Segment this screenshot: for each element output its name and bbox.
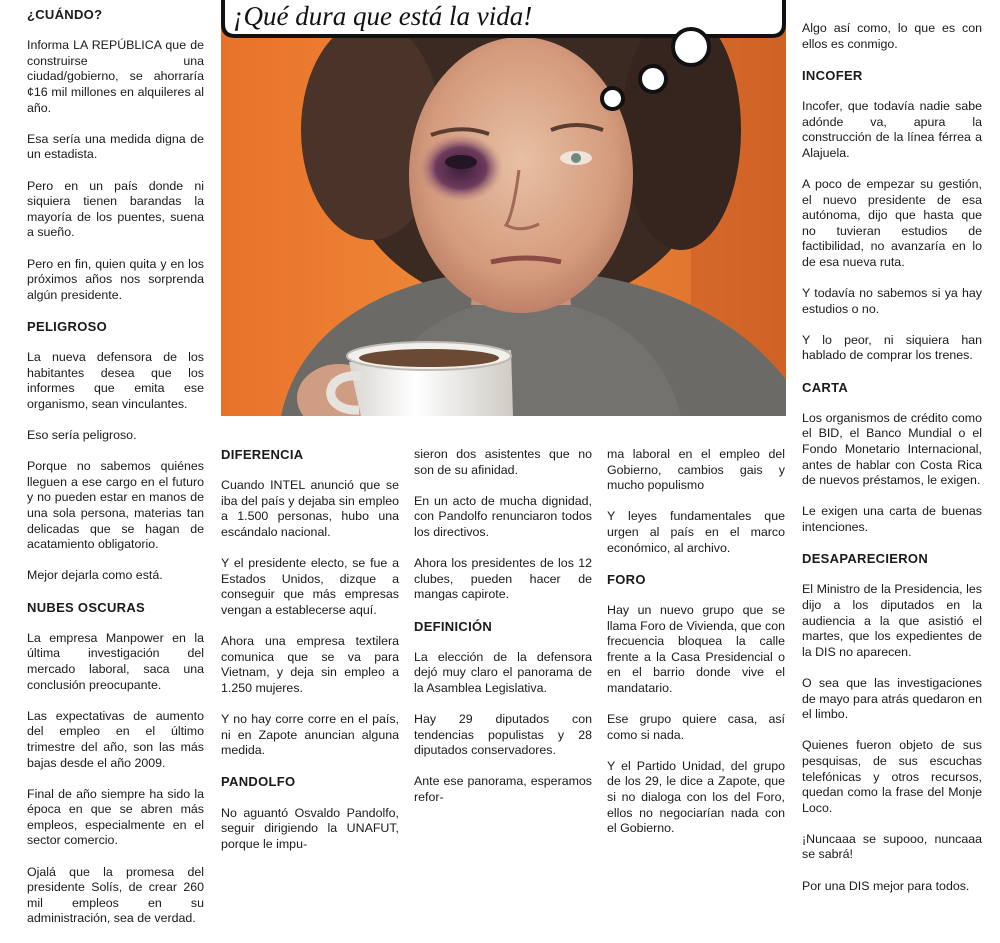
- paragraph: La elección de la defensora dejó muy claro el panorama de la Asamblea Legislativa.: [414, 649, 592, 695]
- paragraph: Los organismos de crédito como el BID, el Banco Mundial o el Fondo Monetario Internacional, antes de hablar con Costa Rica de nuevos préstamos, le exigen.: [802, 410, 982, 488]
- paragraph: Pero en un país donde ni siquiera tienen barandas la mayoría de los puentes, suena a sueño.: [27, 178, 204, 240]
- paragraph: Hay 29 diputados con tendencias populistas y 28 diputados conservadores.: [414, 712, 592, 758]
- paragraph: Esa sería una medida digna de un estadista.: [27, 131, 204, 162]
- paragraph: Quienes fueron objeto de sus pesquisas, de sus escuchas telefónicas y otros recursos, quedan como la frase del Monje Loco.: [802, 738, 982, 815]
- section-heading-pandolfo: PANDOLFO: [221, 774, 296, 790]
- paragraph: Y leyes fundamentales que urgen al país en el marco económico, al archivo.: [607, 509, 785, 555]
- paragraph: Incofer, que todavía nadie sabe adónde va, apura la construcción de la línea férrea a Alajuela.: [802, 98, 982, 160]
- paragraph: No aguantó Osvaldo Pandolfo, seguir dirigiendo la UNAFUT, porque le impu-: [221, 805, 399, 851]
- column-4: [607, 447, 785, 852]
- column-2: [221, 447, 399, 868]
- paragraph: Las expectativas de aumento del empleo en el último trimestre del año, son las más bajas desde el año 2009.: [27, 708, 204, 770]
- paragraph: El Ministro de la Presidencia, les dijo a los diputados en la audiencia a la que asistió el martes, que los expedientes de la DIS no aparecen.: [802, 582, 982, 659]
- paragraph: ¡Nuncaaa se supooo, nuncaaa se sabrá!: [802, 831, 982, 862]
- section-heading-diferencia: DIFERENCIA: [221, 447, 304, 462]
- column-1: [27, 7, 204, 943]
- paragraph: Ante ese panorama, esperamos refor-: [414, 774, 592, 805]
- paragraph: Final de año siempre ha sido la época en que se abren más empleos, especialmente en el sector comercio.: [27, 786, 204, 848]
- paragraph: Ese grupo quiere casa, así como si nada.: [607, 712, 785, 742]
- section-heading-carta: CARTA: [802, 379, 849, 395]
- paragraph: ma laboral en el empleo del Gobierno, cambios gais y mucho populismo: [607, 447, 785, 493]
- paragraph: Ahora una empresa textilera comunica que se va para Vietnam, y deja sin empleo a 1.250 mujeres.: [221, 634, 399, 695]
- paragraph: A poco de empezar su gestión, el nuevo presidente de esa autónoma, dijo que hasta que no tuvieran estudios de factibilidad, no avanzaría en lo de esa nueva ruta.: [802, 176, 982, 269]
- paragraph: En un acto de mucha dignidad, con Pandolfo renunciaron todos los directivos.: [414, 493, 592, 539]
- thought-bubble-text: ¡Qué dura que está la vida!: [233, 1, 533, 31]
- paragraph: Le exigen una carta de buenas intenciones.: [802, 504, 982, 534]
- paragraph: Eso sería peligroso.: [27, 428, 137, 443]
- column-5: [802, 21, 982, 910]
- paragraph: Por una DIS mejor para todos.: [802, 878, 970, 893]
- section-heading-nubes-oscuras: NUBES OSCURAS: [27, 599, 146, 615]
- paragraph: Mejor dejarla como está.: [27, 568, 163, 583]
- thought-puff-large: [671, 27, 711, 67]
- paragraph: Algo así como, lo que es con ellos es conmigo.: [802, 21, 982, 51]
- paragraph: sieron dos asistentes que no son de su afinidad.: [414, 447, 592, 477]
- paragraph: Porque no sabemos quiénes lleguen a ese cargo en el futuro y no pueden estar en manos de una sola persona, materias tan delicadas que se hagan de acatamiento obligatorio.: [27, 459, 204, 552]
- paragraph: Ahora los presidentes de los 12 clubes, pueden hacer de mangas capirote.: [414, 556, 592, 602]
- paragraph: Y el presidente electo, se fue a Estados Unidos, dizque a conseguir que más empresas vengan a establecerse aquí.: [221, 556, 399, 617]
- paragraph: Cuando INTEL anunció que se iba del país y dejaba sin empleo a 1.500 personas, hubo una escándalo nacional.: [221, 478, 399, 539]
- thought-puff-medium: [638, 64, 668, 94]
- paragraph: Y lo peor, ni siquiera han hablado de comprar los trenes.: [802, 332, 982, 363]
- section-heading-peligroso: PELIGROSO: [27, 318, 107, 334]
- section-heading-desaparecieron: DESAPARECIERON: [802, 551, 929, 567]
- section-heading-cuando: ¿CUÁNDO?: [27, 7, 103, 22]
- thought-puff-small: [600, 86, 625, 111]
- paragraph: Ojalá que la promesa del presidente Solís, de crear 260 mil empleos en su administración, sea de verdad.: [27, 864, 204, 926]
- paragraph: Informa LA REPÚBLICA que de construirse una ciudad/gobierno, se ahorraría ¢16 mil millones en alquileres al año.: [27, 38, 204, 115]
- section-heading-definicion: DEFINICIÓN: [414, 618, 493, 634]
- paragraph: Hay un nuevo grupo que se llama Foro de Vivienda, que con frecuencia bloquea la calle frente a la Casa Presidencial o en el barrio donde vive el mandatario.: [607, 602, 785, 695]
- column-3: [414, 447, 592, 821]
- section-heading-foro: FORO: [607, 571, 646, 587]
- paragraph: O sea que las investigaciones de mayo para atrás quedaron en el limbo.: [802, 675, 982, 722]
- section-heading-incofer: INCOFER: [802, 67, 863, 83]
- paragraph: La nueva defensora de los habitantes desea que los informes que emita ese organismo, sean vinculantes.: [27, 350, 204, 411]
- paragraph: Y el Partido Unidad, del grupo de los 29, le dice a Zapote, que si no dialoga con los del Foro, ellos no negociarían nada con el Gobierno.: [607, 758, 785, 836]
- paragraph: Pero en fin, quien quita y en los próximos años nos sorprenda algún presidente.: [27, 256, 204, 302]
- paragraph: Y no hay corre corre en el país, ni en Zapote anuncian alguna medida.: [221, 712, 399, 758]
- paragraph: La empresa Manpower en la última investigación del mercado laboral, saca una conclusión preocupante.: [27, 630, 204, 692]
- paragraph: Y todavía no sabemos si ya hay estudios o no.: [802, 286, 982, 316]
